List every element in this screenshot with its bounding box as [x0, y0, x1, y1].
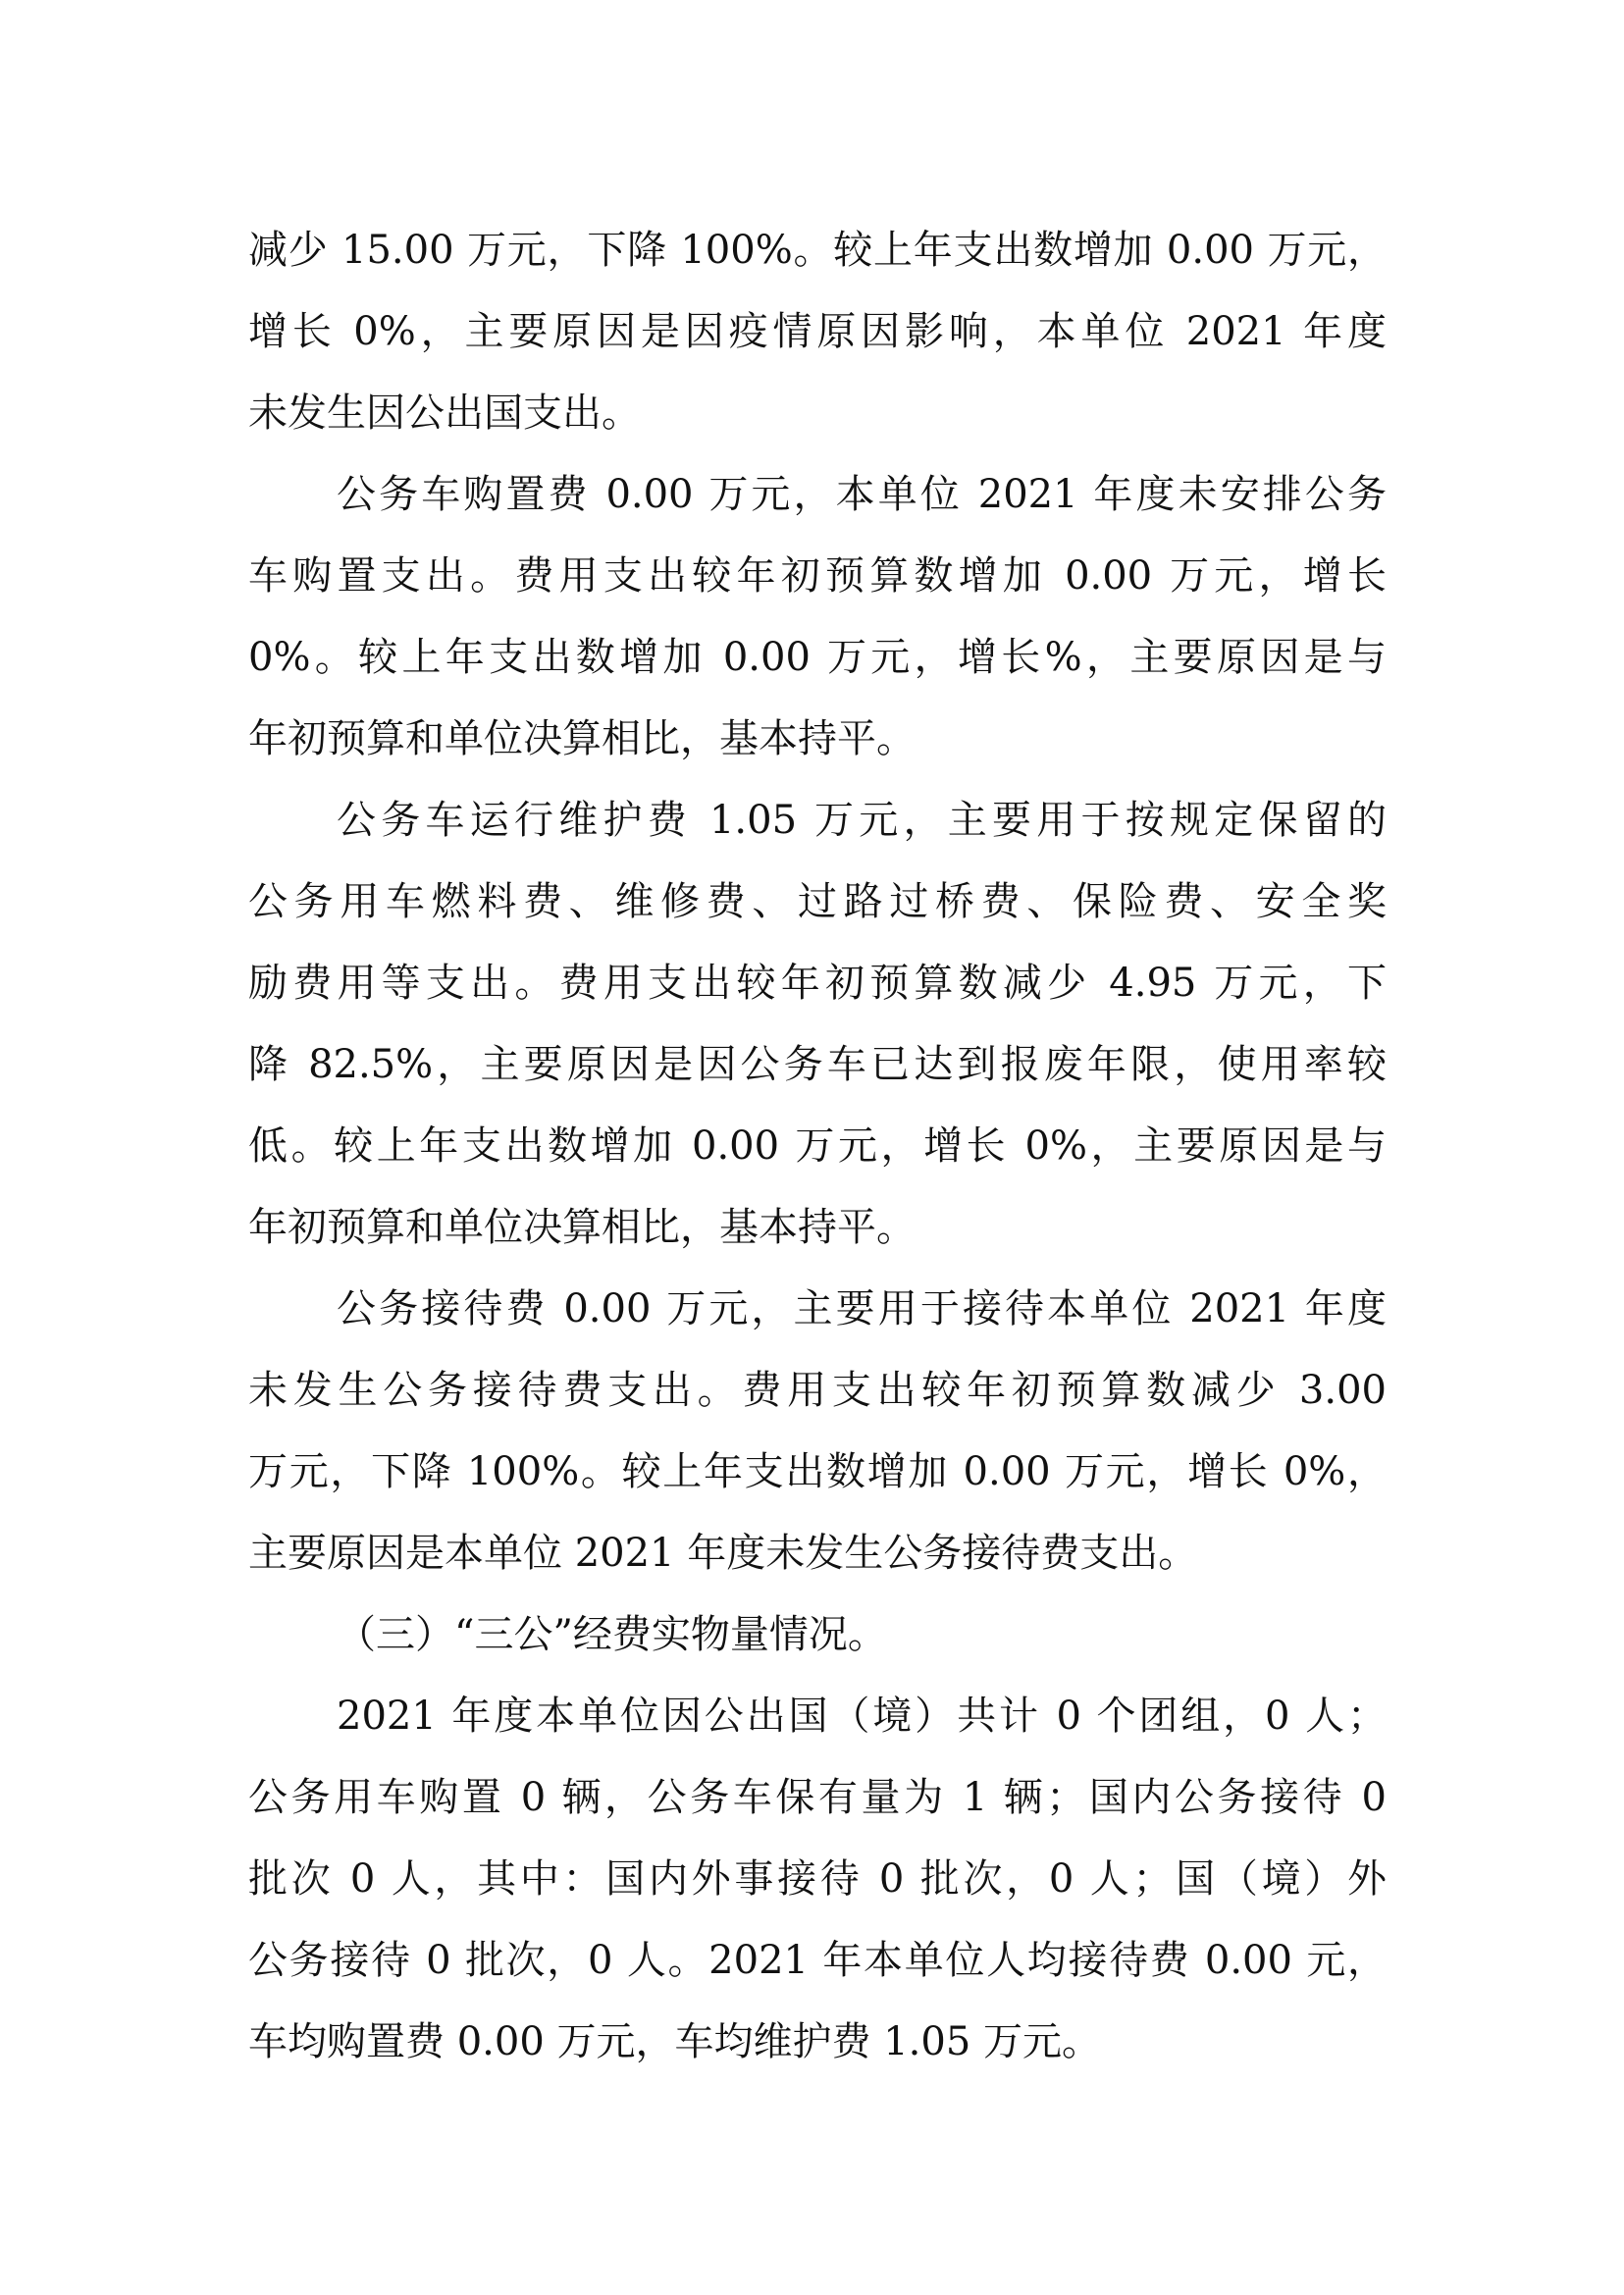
- body-text-line: 年初预算和单位决算相比，基本持平。: [248, 716, 916, 761]
- body-text-line: 主要原因是本单位 2021 年度未发生公务接待费支出。: [248, 1531, 1198, 1576]
- paragraph-first-line: 公务接待费 0.00 万元，主要用于接待本单位 2021 年度: [337, 1286, 1387, 1331]
- body-text-line: 增长 0%，主要原因是因疫情原因影响，本单位 2021 年度: [248, 309, 1387, 354]
- body-text-line: 减少 15.00 万元，下降 100%。较上年支出数增加 0.00 万元，: [248, 228, 1387, 273]
- body-text-line: 公务用车燃料费、维修费、过路过桥费、保险费、安全奖: [248, 879, 1387, 924]
- body-text-line: 万元，下降 100%。较上年支出数增加 0.00 万元，增长 0%，: [248, 1449, 1387, 1494]
- paragraph-first-line: 公务车购置费 0.00 万元，本单位 2021 年度未安排公务: [337, 472, 1387, 517]
- body-text-line: 0%。较上年支出数增加 0.00 万元，增长%，主要原因是与: [248, 635, 1387, 680]
- body-text-line: 车购置支出。费用支出较年初预算数增加 0.00 万元，增长: [248, 553, 1387, 599]
- paragraph-first-line: 2021 年度本单位因公出国（境）共计 0 个团组，0 人；: [337, 1694, 1387, 1739]
- body-text-line: 公务用车购置 0 辆，公务车保有量为 1 辆；国内公务接待 0: [248, 1775, 1387, 1820]
- body-text-line: 降 82.5%，主要原因是因公务车已达到报废年限，使用率较: [248, 1042, 1387, 1087]
- body-text-line: 励费用等支出。费用支出较年初预算数减少 4.95 万元，下: [248, 961, 1387, 1006]
- body-text-line: 未发生公务接待费支出。费用支出较年初预算数减少 3.00: [248, 1368, 1387, 1413]
- body-text-line: 公务接待 0 批次，0 人。2021 年本单位人均接待费 0.00 元，: [248, 1938, 1387, 1983]
- body-text-line: 车均购置费 0.00 万元，车均维护费 1.05 万元。: [248, 2019, 1101, 2064]
- body-text-line: 未发生因公出国支出。: [248, 391, 641, 436]
- section-heading: （三）“三公”经费实物量情况。: [337, 1612, 887, 1657]
- paragraph-first-line: 公务车运行维护费 1.05 万元，主要用于按规定保留的: [337, 798, 1387, 843]
- body-text-line: 批次 0 人，其中：国内外事接待 0 批次，0 人；国（境）外: [248, 1856, 1387, 1902]
- body-text-line: 年初预算和单位决算相比，基本持平。: [248, 1205, 916, 1250]
- body-text-line: 低。较上年支出数增加 0.00 万元，增长 0%，主要原因是与: [248, 1123, 1387, 1169]
